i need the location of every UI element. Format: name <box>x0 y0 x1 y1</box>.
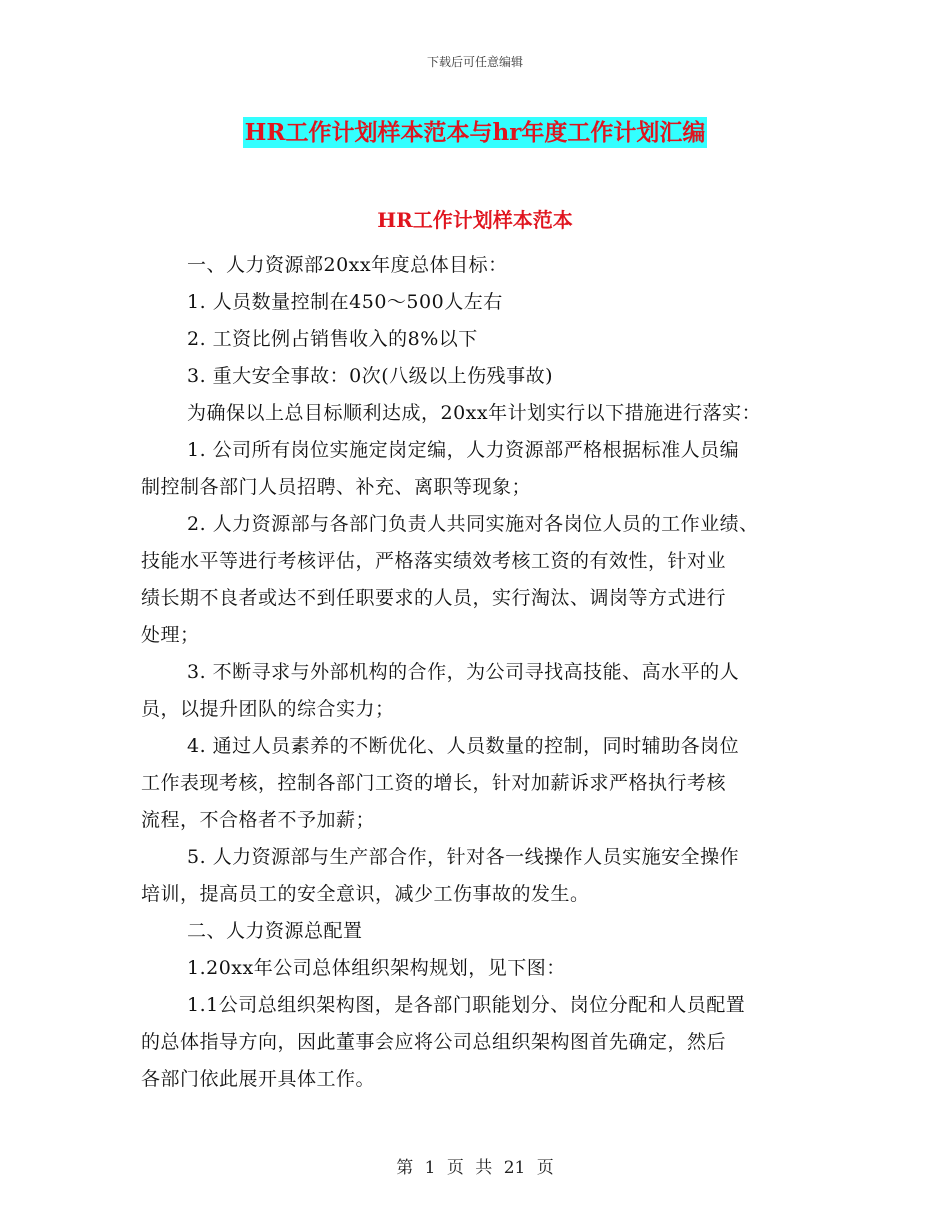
paragraph-line: 各部门依此展开具体工作。 <box>141 1068 376 1090</box>
paragraph-line: 制控制各部门人员招聘、补充、离职等现象； <box>141 476 532 498</box>
paragraph-line: 1.20xx年公司总体组织架构规划，见下图： <box>187 957 566 979</box>
paragraph-line: 2. 人力资源部与各部门负责人共同实施对各岗位人员的工作业绩、 <box>187 513 759 535</box>
paragraph-line: 员，以提升团队的综合实力； <box>141 698 395 720</box>
paragraph-line: 4. 通过人员素养的不断优化、人员数量的控制，同时辅助各岗位 <box>187 735 740 757</box>
paragraph-line: 1. 人员数量控制在450～500人左右 <box>187 291 503 313</box>
section-title: HR工作计划样本范本 <box>377 208 573 232</box>
page-footer: 第 1 页 共 21 页 <box>396 1158 554 1178</box>
paragraph-line: 培训，提高员工的安全意识，减少工伤事故的发生。 <box>141 883 590 905</box>
paragraph-line: 一、人力资源部20xx年度总体目标： <box>187 254 508 276</box>
document-title <box>0 114 950 147</box>
paragraph-line: 1. 公司所有岗位实施定岗定编，人力资源部严格根据标准人员编 <box>187 439 740 461</box>
paragraph-line: 的总体指导方向，因此董事会应将公司总组织架构图首先确定，然后 <box>141 1031 727 1053</box>
paragraph-line: 工作表现考核，控制各部门工资的增长，针对加薪诉求严格执行考核 <box>141 772 727 794</box>
paragraph-line: 流程，不合格者不予加薪； <box>141 809 376 831</box>
header-note: 下载后可任意编辑 <box>426 55 523 69</box>
document-title-text: HR工作计划样本范本与hr年度工作计划汇编 <box>244 119 706 146</box>
paragraph-line: 处理； <box>141 624 200 646</box>
paragraph-line: 二、人力资源总配置 <box>187 920 363 942</box>
paragraph-line: 1.1公司总组织架构图，是各部门职能划分、岗位分配和人员配置 <box>187 994 746 1016</box>
paragraph-line: 5. 人力资源部与生产部合作，针对各一线操作人员实施安全操作 <box>187 846 740 868</box>
document-body <box>141 250 821 1101</box>
paragraph-line: 3. 重大安全事故：0次(八级以上伤残事故) <box>187 365 554 387</box>
paragraph-line: 绩长期不良者或达不到任职要求的人员，实行淘汰、调岗等方式进行 <box>141 587 727 609</box>
paragraph-line: 为确保以上总目标顺利达成，20xx年计划实行以下措施进行落实： <box>187 402 762 424</box>
paragraph-line: 2. 工资比例占销售收入的8%以下 <box>187 328 478 350</box>
paragraph-line: 3. 不断寻求与外部机构的合作，为公司寻找高技能、高水平的人 <box>187 661 740 683</box>
paragraph-line: 技能水平等进行考核评估，严格落实绩效考核工资的有效性，针对业 <box>141 550 727 572</box>
